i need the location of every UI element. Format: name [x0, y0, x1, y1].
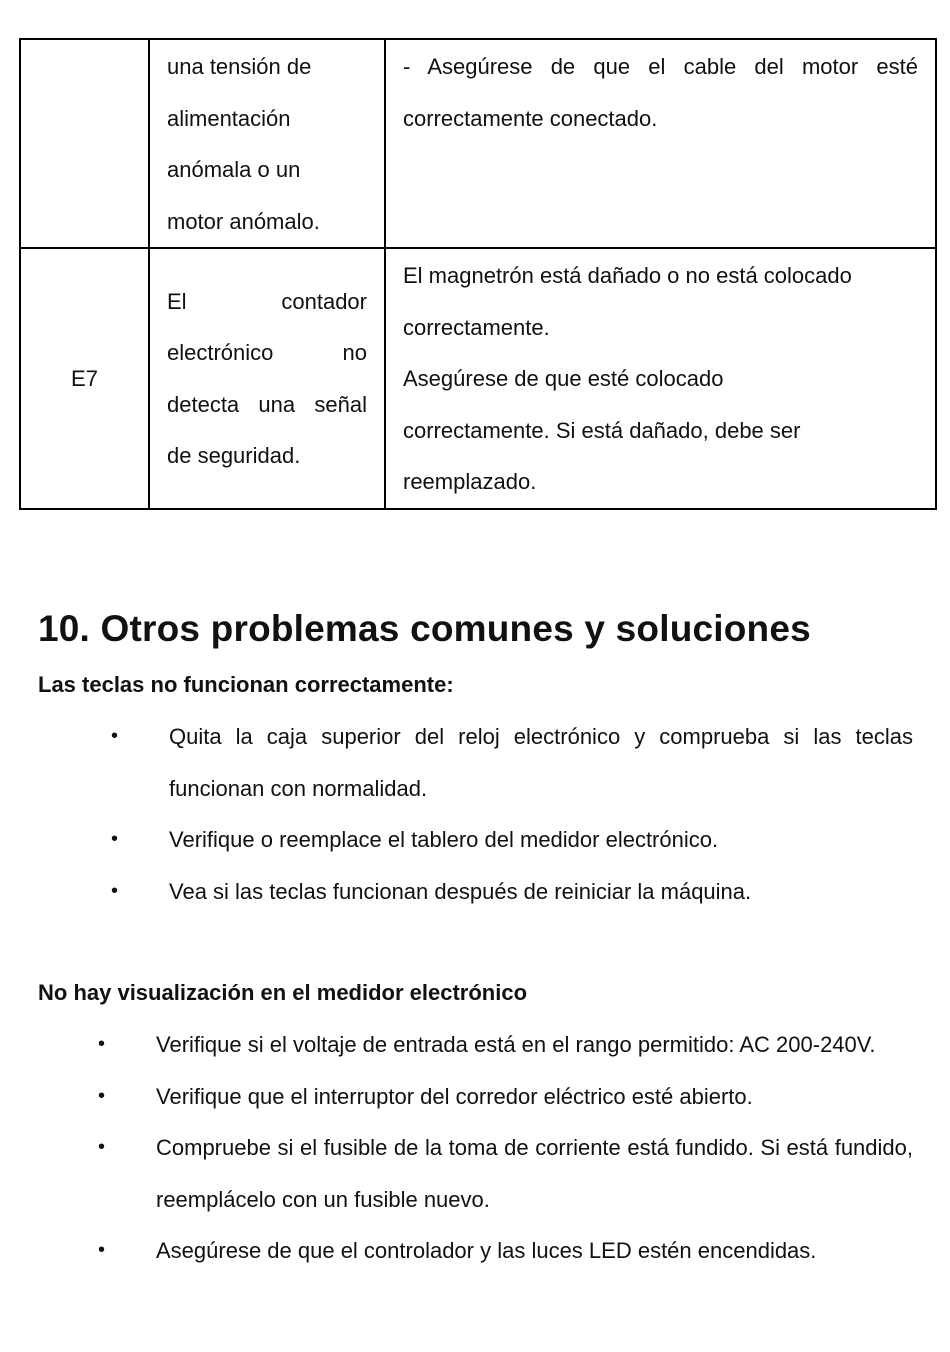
cause-cell [149, 248, 385, 509]
error-code-table [19, 38, 937, 510]
bullet-icon: • [111, 879, 119, 902]
list-item-text: Verifique o reemplace el tablero del medidor electrónico. [169, 827, 719, 852]
cause-cell [149, 39, 385, 248]
bullet-icon: • [98, 1084, 106, 1107]
section-title: 10. Otros problemas comunes y soluciones [38, 608, 811, 649]
bullet-icon: • [111, 725, 119, 747]
cause-line: motor anómalo. [167, 208, 320, 234]
solution-line: correctamente conectado. [403, 105, 658, 131]
keys-problem-list [0, 711, 950, 917]
error-code-cell: E7 [20, 248, 149, 509]
list-item [0, 1122, 950, 1225]
solution-cell [385, 248, 936, 509]
cause-line: alimentación [167, 105, 291, 131]
table-row [20, 39, 936, 248]
cause-line: anómala o un [167, 157, 301, 182]
keys-problem-heading: Las teclas no funcionan correctamente: [38, 672, 454, 697]
solution-line: El magnetrón está dañado o no está colocado [403, 263, 852, 288]
cause-line: de seguridad. [167, 443, 301, 469]
display-problem-heading: No hay visualización en el medidor electrónico [38, 980, 528, 1005]
list-item [0, 1225, 950, 1277]
solution-line: reemplazado. [403, 469, 537, 494]
bullet-icon: • [98, 1136, 106, 1158]
solution-line: correctamente. Si está dañado, debe ser [403, 417, 801, 443]
cause-line: detecta una señal [167, 391, 367, 417]
bullet-icon: • [98, 1239, 106, 1261]
list-item [0, 711, 950, 814]
cause-line: electrónico no [167, 340, 367, 366]
list-item-text: Vea si las teclas funcionan después de reiniciar la máquina. [169, 878, 752, 904]
display-problem-list [0, 1019, 950, 1277]
list-item-text: Compruebe si el fusible de la toma de corriente está fundido. Si está fundido, reemplácelo con un fusible nuevo. [156, 1135, 913, 1212]
list-item-text: Asegúrese de que el controlador y las luces LED estén encendidas. [156, 1238, 817, 1263]
bullet-icon: • [111, 828, 119, 850]
solution-line: correctamente. [403, 314, 550, 340]
solution-cell [385, 39, 936, 248]
list-item [0, 866, 950, 918]
list-item-text: Quita la caja superior del reloj electrónico y comprueba si las teclas funcionan con normalidad. [169, 724, 913, 801]
list-item [0, 1071, 950, 1123]
cause-line: una tensión de [167, 54, 312, 79]
error-code-cell [20, 39, 149, 248]
solution-line: Asegúrese de que esté colocado [403, 366, 724, 391]
list-item-text: Verifique que el interruptor del corredor eléctrico esté abierto. [156, 1083, 753, 1109]
solution-line: - Asegúrese de que el cable del motor esté [403, 54, 918, 79]
list-item-text: Verifique si el voltaje de entrada está en el rango permitido: AC 200-240V. [156, 1032, 876, 1057]
list-item [0, 814, 950, 866]
list-item [0, 1019, 950, 1071]
cause-line: El contador [167, 288, 367, 314]
bullet-icon: • [98, 1033, 106, 1055]
table-row [20, 248, 936, 509]
